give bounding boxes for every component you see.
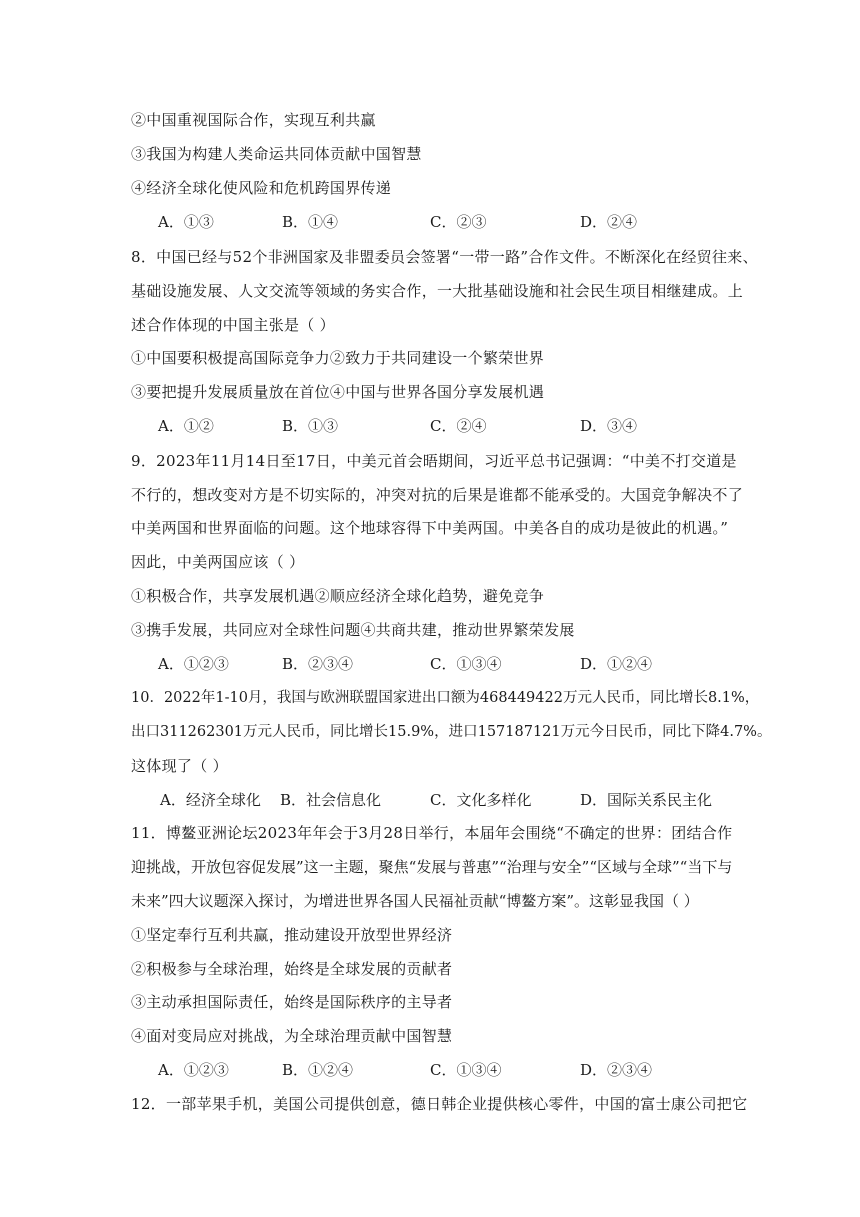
- q9-stem-line-2: 不行的，想改变对方是不切实际的，冲突对抗的后果是谁都不能承受的。大国竞争解决不了: [131, 486, 744, 504]
- q11-stem-line-3: 未来”四大议题深入探讨，为增进世界各国人民福祉贡献“博鳌方案”。这彰显我国（ ）: [131, 892, 699, 910]
- q7-statement-3: ③我国为构建人类命运共同体贡献中国智慧: [131, 145, 422, 163]
- q9-option-c: C．①③④: [430, 655, 502, 673]
- q10-stem-line-3: 这体现了（ ）: [131, 757, 228, 775]
- q8-option-b: B．①③: [282, 417, 339, 435]
- q11-option-b: B．①②④: [282, 1061, 354, 1079]
- q9-options: [158, 654, 718, 674]
- q10-options: [158, 790, 718, 810]
- q11-option-d: D．②③④: [580, 1061, 653, 1079]
- q9-statement-line-2: ③携手发展，共同应对全球性问题④共商共建，推动世界繁荣发展: [131, 621, 575, 639]
- q11-statement-1: ①坚定奉行互利共赢，推动建设开放型世界经济: [131, 926, 453, 944]
- q11-option-c: C．①③④: [430, 1061, 502, 1079]
- q9-option-d: D．①②④: [580, 655, 653, 673]
- q9-option-b: B．②③④: [282, 655, 354, 673]
- q9-stem-line-4: 因此，中美两国应该（ ）: [131, 553, 305, 571]
- q8-stem-line-2: 基础设施发展、人文交流等领域的务实合作，一大批基础设施和社会民生项目相继建成。上: [131, 282, 744, 300]
- q10-stem-line-1: 10．2022年1-10月，我国与欧洲联盟国家进出口额为468449422万元人民币，同比增长8.1%，: [131, 690, 760, 706]
- q7-option-a: A．①③: [158, 213, 214, 231]
- q7-statement-4: ④经济全球化使风险和危机跨国界传递: [131, 179, 392, 197]
- q10-option-a: A．经济全球化: [160, 791, 261, 809]
- q8-stem-line-3: 述合作体现的中国主张是（ ）: [131, 316, 335, 334]
- q8-option-a: A．①②: [158, 417, 214, 435]
- q11-statement-4: ④面对变局应对挑战，为全球治理贡献中国智慧: [131, 1027, 453, 1045]
- q11-stem-line-1: 11．博鳌亚洲论坛2023年年会于3月28日举行，本届年会围绕“不确定的世界：团结合作: [131, 824, 733, 842]
- q7-options: [158, 212, 718, 232]
- q7-option-b: B．①④: [282, 213, 339, 231]
- q9-option-a: A．①②③: [158, 655, 229, 673]
- q8-options: [158, 416, 718, 436]
- q11-options: [158, 1060, 718, 1080]
- q10-stem-line-2: 出口311262301万元人民币，同比增长15.9%，进口157187121万元今日民币，同比下降4.7%。: [131, 724, 772, 740]
- q8-statement-line-2: ③要把提升发展质量放在首位④中国与世界各国分享发展机遇: [131, 383, 545, 401]
- q10-option-d: D．国际关系民主化: [580, 791, 713, 809]
- q7-statement-2: ②中国重视国际合作，实现互利共赢: [131, 111, 376, 129]
- q9-stem-line-3: 中美两国和世界面临的问题。这个地球容得下中美两国。中美各自的成功是彼此的机遇。”: [131, 519, 729, 537]
- q11-statement-3: ③主动承担国际责任，始终是国际秩序的主导者: [131, 993, 453, 1011]
- q10-option-b: B．社会信息化: [280, 791, 382, 809]
- q7-option-c: C．②③: [430, 213, 487, 231]
- q9-stem-line-1: 9．2023年11月14日至17日，中美元首会晤期间，习近平总书记强调：“中美不打交道是: [131, 452, 737, 470]
- q11-option-a: A．①②③: [158, 1061, 229, 1079]
- q8-statement-line-1: ①中国要积极提高国际竞争力②致力于共同建设一个繁荣世界: [131, 349, 545, 367]
- q10-option-c: C．文化多样化: [430, 791, 532, 809]
- q12-stem-line-1: 12．一部苹果手机，美国公司提供创意，德日韩企业提供核心零件，中国的富士康公司把它: [131, 1095, 748, 1113]
- q8-option-c: C．②④: [430, 417, 487, 435]
- q9-statement-line-1: ①积极合作，共享发展机遇②顺应经济全球化趋势，避免竞争: [131, 587, 545, 605]
- q7-option-d: D．②④: [580, 213, 638, 231]
- q8-option-d: D．③④: [580, 417, 638, 435]
- q11-statement-2: ②积极参与全球治理，始终是全球发展的贡献者: [131, 960, 453, 978]
- q11-stem-line-2: 迎挑战，开放包容促发展”这一主题，聚焦“发展与普惠”“治理与安全”“区域与全球”“当下与: [131, 858, 733, 876]
- q8-stem-line-1: 8．中国已经与52个非洲国家及非盟委员会签署“一带一路”合作文件。不断深化在经贸往来、: [131, 248, 758, 266]
